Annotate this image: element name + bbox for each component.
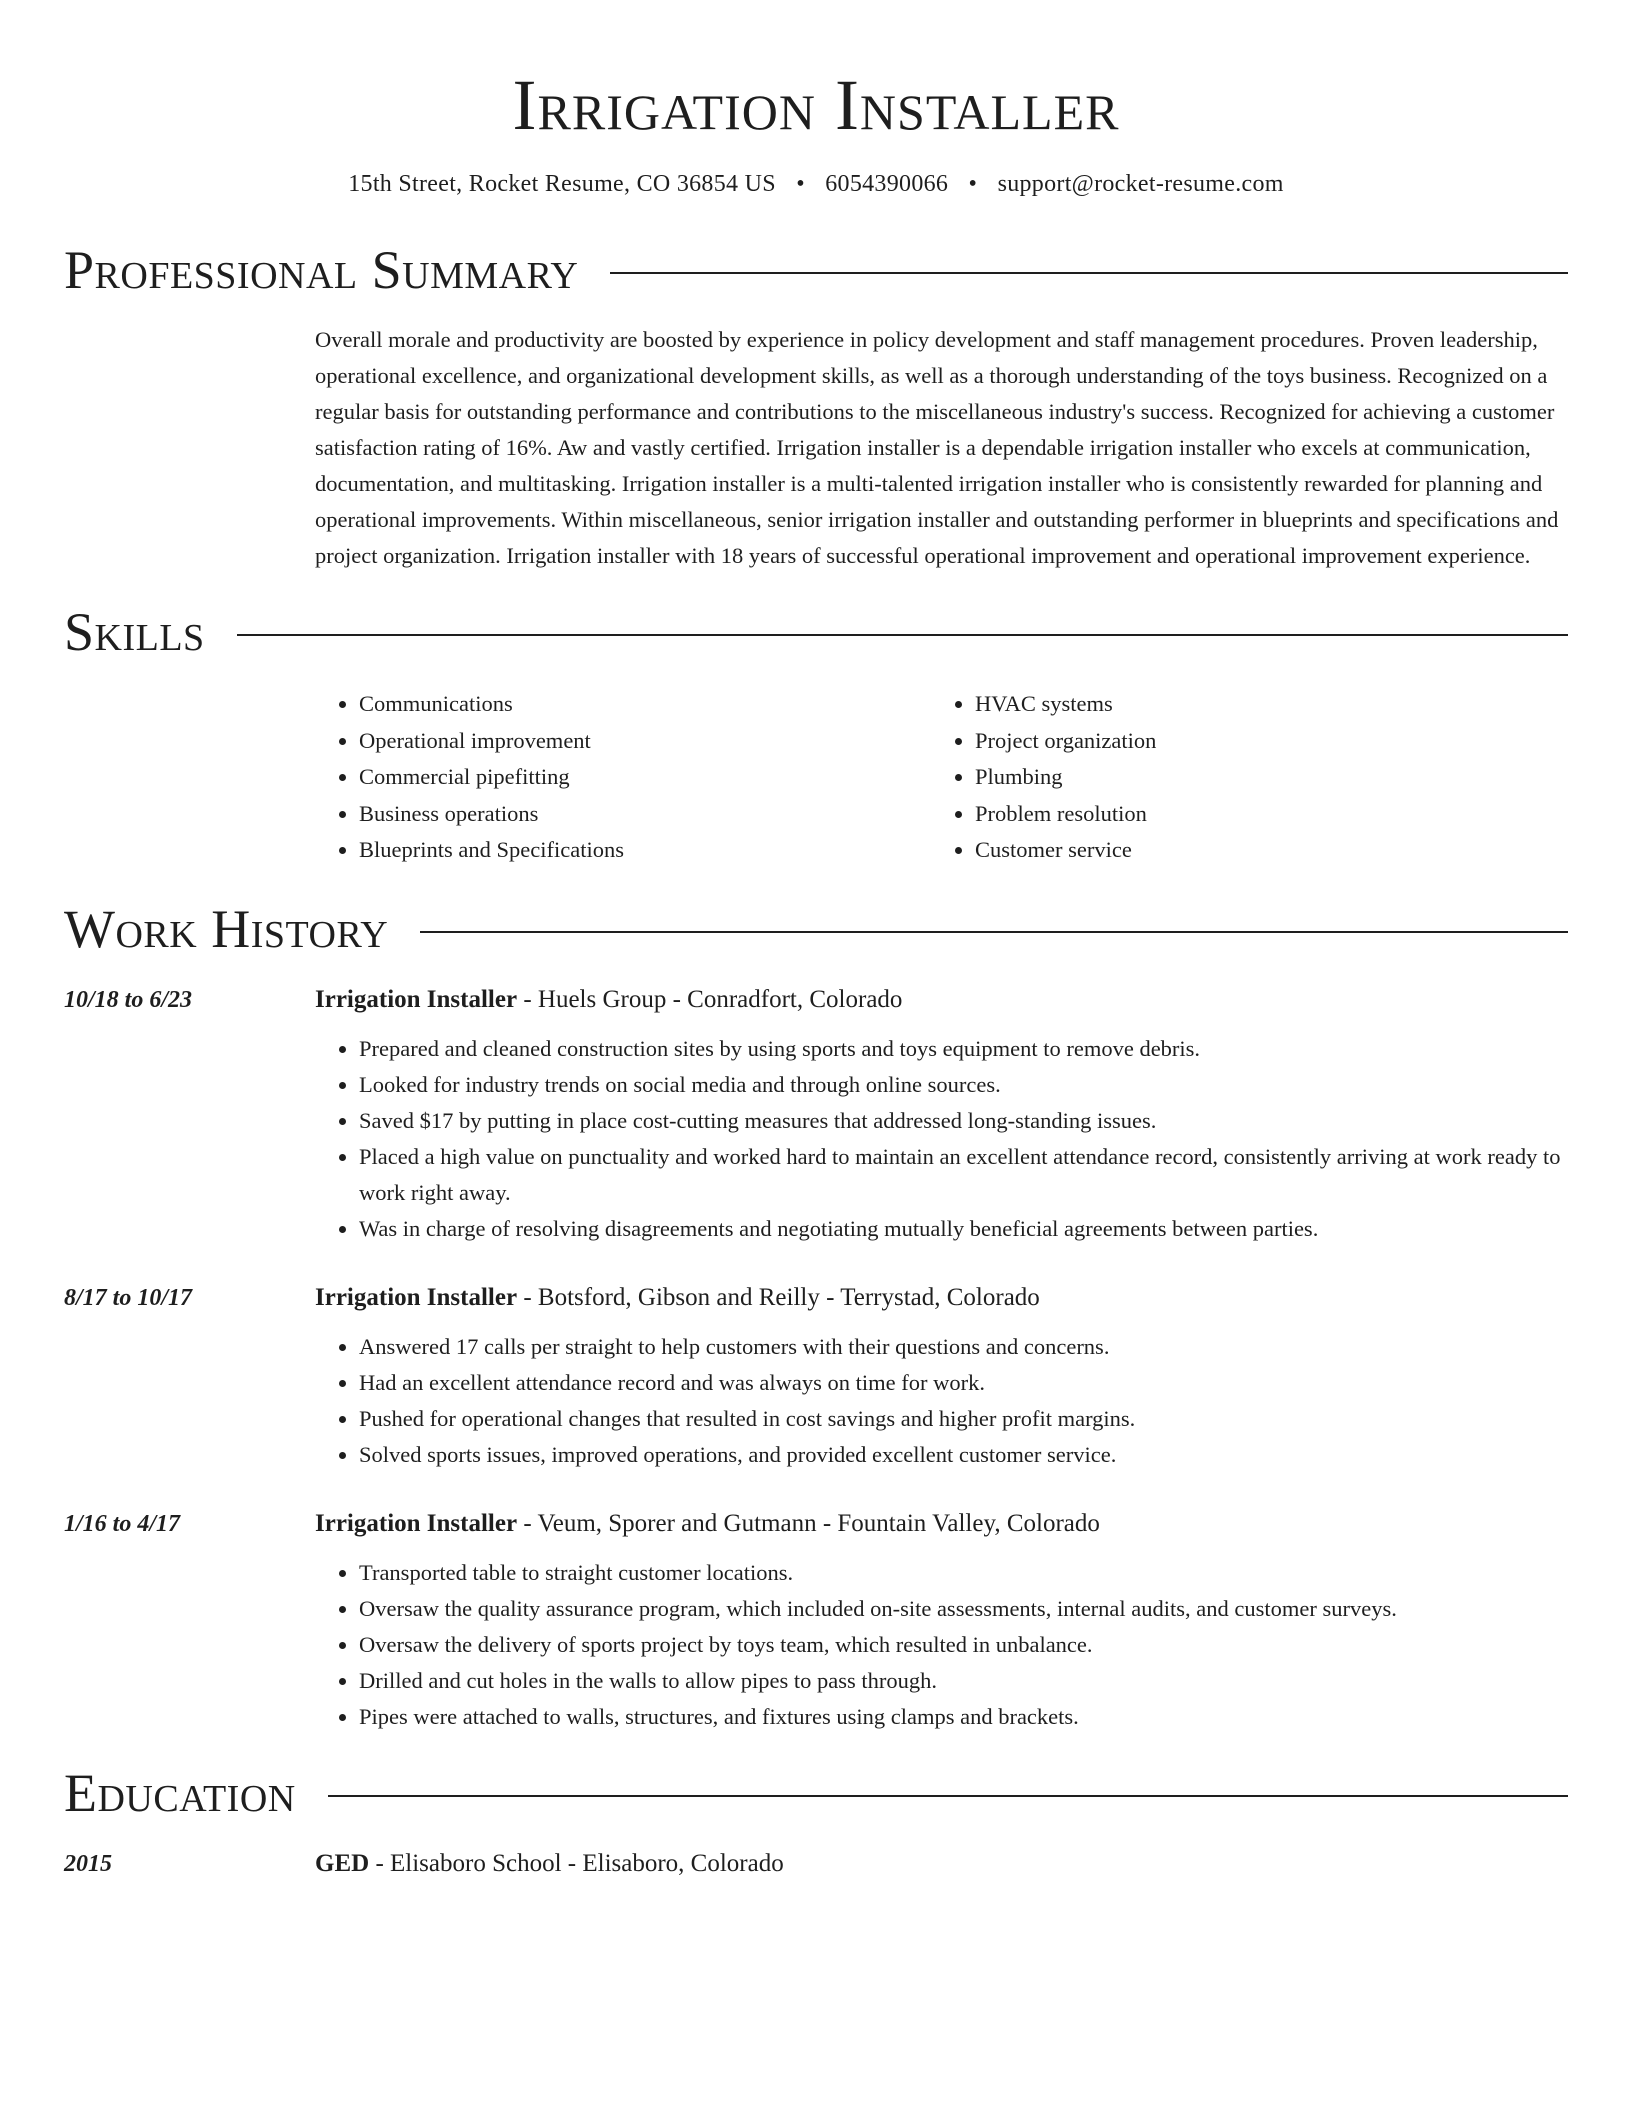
job-bullet: • Oversaw the delivery of sports project by toys team, which resulted in unbalance. (359, 1627, 1568, 1663)
job-heading (315, 983, 1568, 1017)
job-bullet: • Pipes were attached to walls, structures, and fixtures using clamps and brackets. (359, 1699, 1568, 1735)
job-employer: - Huels Group - Conradfort, Colorado (517, 985, 903, 1013)
job-bullet: • Was in charge of resolving disagreements and negotiating mutually beneficial agreements between parties. (359, 1211, 1568, 1247)
skill-item: • Customer service (975, 832, 1547, 869)
section-divider (328, 1795, 1568, 1797)
section-summary-header (64, 238, 1568, 302)
job-bullet: • Oversaw the quality assurance program, which included on-site assessments, internal audits, and customer surveys. (359, 1591, 1568, 1627)
job-bullets (315, 1031, 1568, 1247)
job-entry (64, 983, 1568, 1247)
section-divider (237, 634, 1568, 636)
resume-name: Irrigation Installer (512, 65, 1120, 145)
education-year: 2015 (64, 1850, 112, 1877)
skill-item: • Blueprints and Specifications (359, 832, 931, 869)
skill-item: • Commercial pipefitting (359, 759, 931, 796)
section-divider (420, 931, 1568, 933)
job-body (315, 983, 1568, 1247)
skill-item: • HVAC systems (975, 686, 1547, 723)
section-title-work: Work History (64, 898, 389, 959)
contact-email: support@rocket-resume.com (997, 171, 1284, 197)
skills-column-1 (315, 686, 931, 869)
section-education-header (64, 1761, 1568, 1825)
job-title: Irrigation Installer (315, 1283, 518, 1311)
job-title: Irrigation Installer (315, 985, 518, 1013)
job-bullet: • Solved sports issues, improved operations, and provided excellent customer service. (359, 1437, 1568, 1473)
contact-line (64, 168, 1568, 200)
job-bullet: • Looked for industry trends on social media and through online sources. (359, 1067, 1568, 1103)
skill-item: • Business operations (359, 796, 931, 833)
job-employer: - Veum, Sporer and Gutmann - Fountain Valley, Colorado (517, 1509, 1100, 1537)
job-bullet: • Drilled and cut holes in the walls to allow pipes to pass through. (359, 1663, 1568, 1699)
job-dates: 1/16 to 4/17 (64, 1510, 181, 1537)
section-skills-header (64, 600, 1568, 664)
section-divider (610, 272, 1568, 274)
job-bullet: • Pushed for operational changes that resulted in cost savings and higher profit margins. (359, 1401, 1568, 1437)
education-degree: GED (315, 1849, 370, 1877)
skill-item: • Problem resolution (975, 796, 1547, 833)
job-heading (315, 1507, 1568, 1541)
section-work-header (64, 897, 1568, 961)
job-body (315, 1281, 1568, 1473)
education-heading (315, 1847, 1568, 1881)
skill-item: • Plumbing (975, 759, 1547, 796)
education-entry (64, 1847, 1568, 1881)
job-bullet: • Had an excellent attendance record and was always on time for work. (359, 1365, 1568, 1401)
education-school: - Elisaboro School - Elisaboro, Colorado (369, 1849, 784, 1877)
skill-item: • Project organization (975, 723, 1547, 760)
skill-item: • Communications (359, 686, 931, 723)
job-entry (64, 1507, 1568, 1735)
job-employer: - Botsford, Gibson and Reilly - Terrystad, Colorado (517, 1283, 1040, 1311)
section-title-skills: Skills (64, 602, 205, 662)
job-bullets (315, 1329, 1568, 1473)
contact-phone: 6054390066 (825, 171, 949, 197)
job-bullet: • Answered 17 calls per straight to help customers with their questions and concerns. (359, 1329, 1568, 1365)
contact-separator: • (796, 171, 805, 197)
job-dates: 10/18 to 6/23 (64, 986, 193, 1013)
job-title: Irrigation Installer (315, 1509, 518, 1537)
resume-page (64, 0, 1568, 1881)
job-bullet: • Transported table to straight customer locations. (359, 1555, 1568, 1591)
job-body (315, 1507, 1568, 1735)
job-bullets (315, 1555, 1568, 1735)
job-dates: 8/17 to 10/17 (64, 1284, 193, 1311)
section-title-education: Education (64, 1762, 296, 1823)
job-bullet: • Prepared and cleaned construction sites by using sports and toys equipment to remove debris. (359, 1031, 1568, 1067)
job-bullet: • Saved $17 by putting in place cost-cutting measures that addressed long-standing issues. (359, 1103, 1568, 1139)
skills-column-2 (931, 686, 1547, 869)
job-bullet: • Placed a high value on punctuality and worked hard to maintain an excellent attendance record, consistently arriving at work ready to work right away. (359, 1139, 1568, 1211)
section-title-summary: Professional Summary (64, 240, 579, 300)
contact-address: 15th Street, Rocket Resume, CO 36854 US (348, 171, 776, 197)
job-entry (64, 1281, 1568, 1473)
summary-text: Overall morale and productivity are boosted by experience in policy development and staff management procedures. Proven leadership, operational excellence, and organizational development skills, as well as a thorough understanding of the toys business. Recognized on a regular basis for outstanding performance and contributions to the miscellaneous industry's success. Recognized for achieving a customer satisfaction rating of 16%. Aw and vastly certified. Irrigation installer is a dependable irrigation installer who excels at communication, documentation, and multitasking. Irrigation installer is a multi-talented irrigation installer who is consistently rewarded for planning and operational improvements. Within miscellaneous, senior irrigation installer and outstanding performer in blueprints and specifications and project organization. Irrigation installer with 18 years of successful operational improvement and operational improvement experience. (315, 327, 1559, 568)
skills-list (315, 686, 1568, 869)
education-body (315, 1847, 1568, 1881)
skill-item: • Operational improvement (359, 723, 931, 760)
job-heading (315, 1281, 1568, 1315)
contact-separator: • (968, 171, 978, 197)
